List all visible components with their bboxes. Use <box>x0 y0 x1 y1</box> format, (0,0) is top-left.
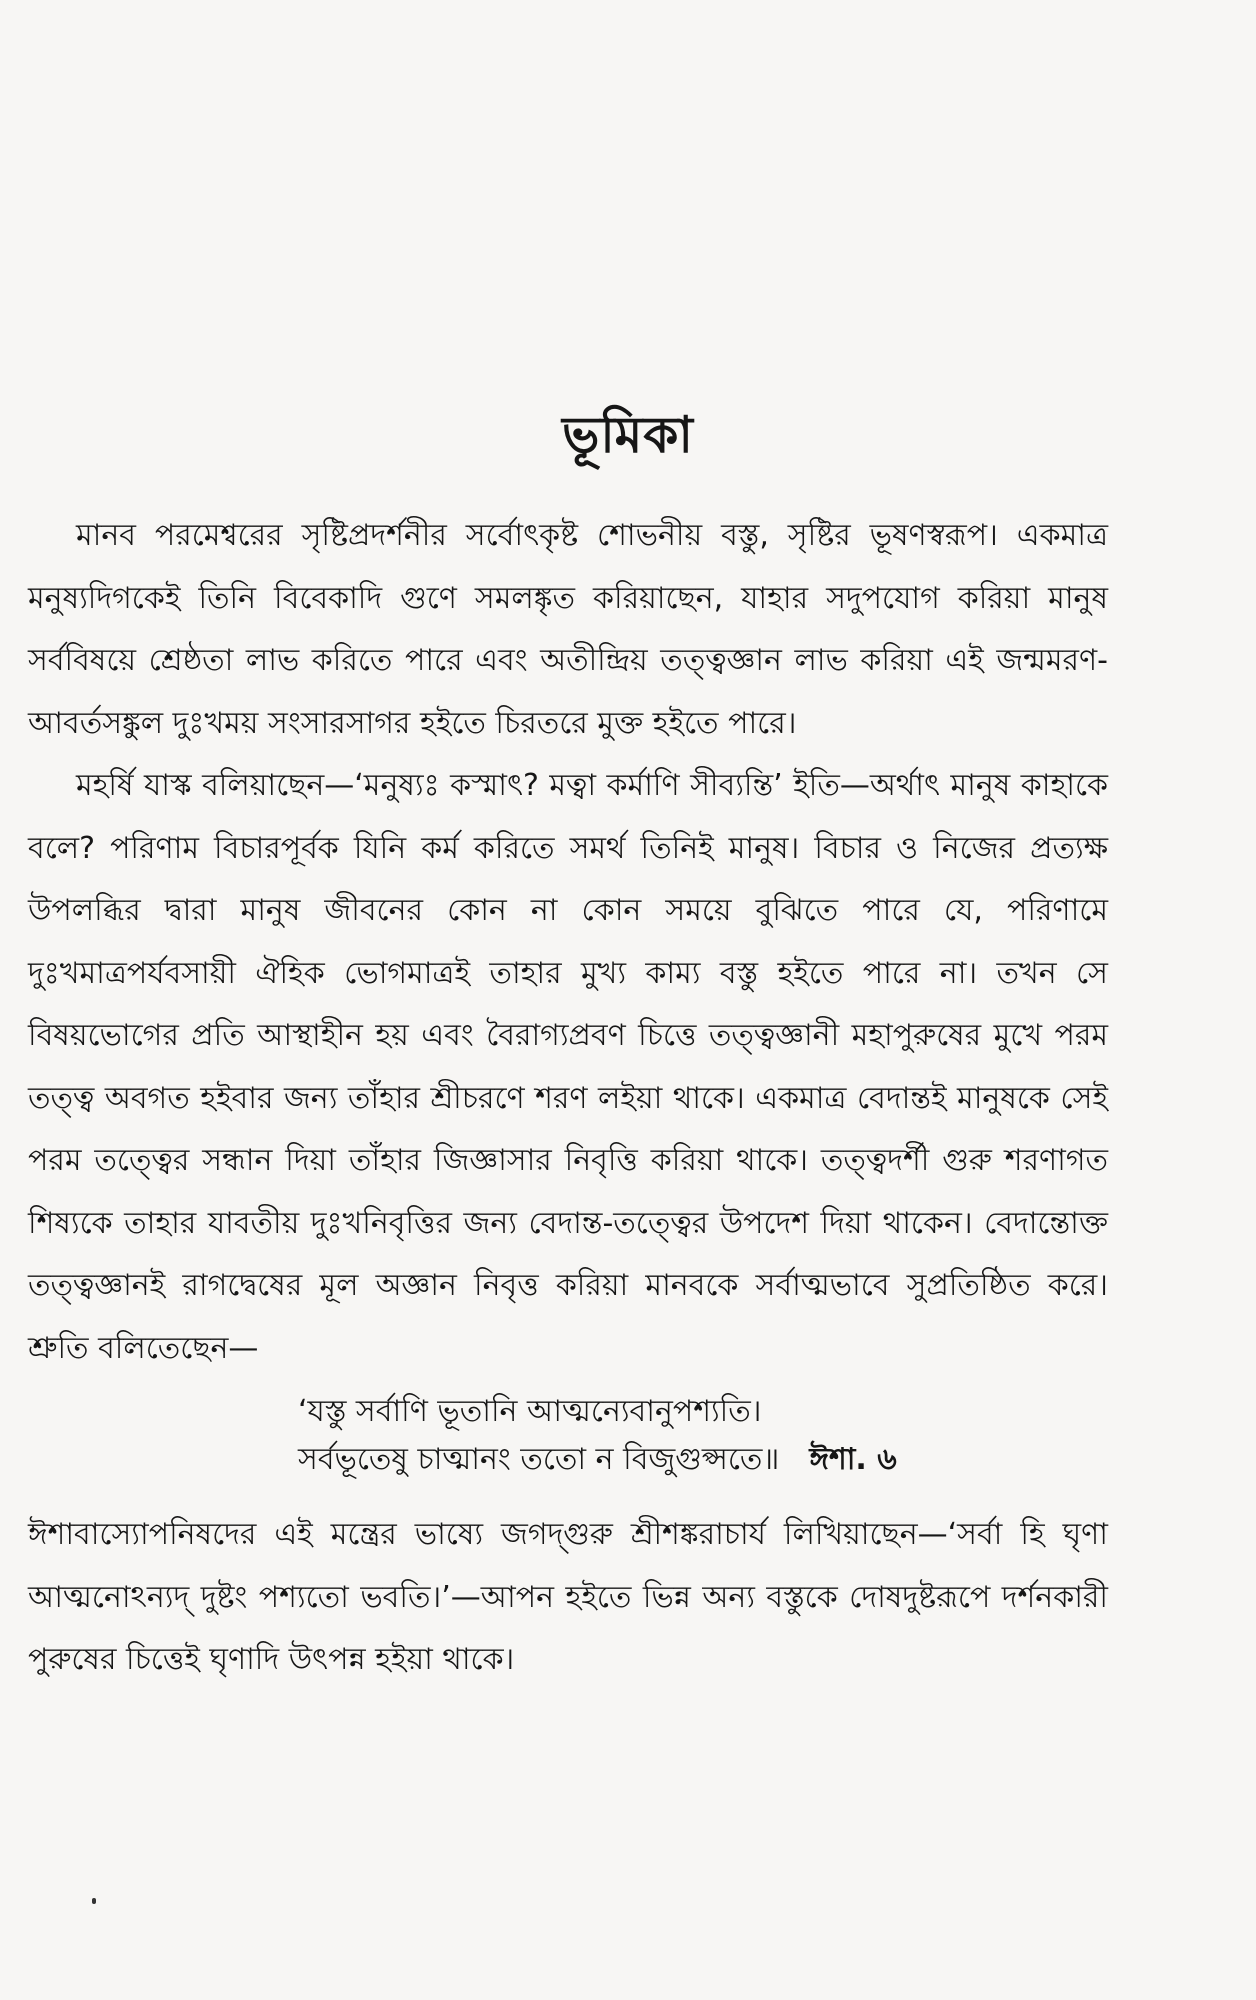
verse-line-2-text: সর্বভূতেষু চাত্মানং ততো ন বিজুগুপ্সতে॥ <box>298 1442 780 1477</box>
verse-block <box>28 1388 1108 1484</box>
body-text <box>28 505 1108 1692</box>
closing-paragraph: ঈশাবাস্যোপনিষদের এই মন্ত্রের ভাষ্যে জগদ্‌গুরু শ্রীশঙ্করাচার্য লিখিয়াছেন—‘সর্বা হি ঘৃণা আত্মনোঽন্যদ্ দুষ্টং পশ্যতো ভবতি।’—আপন হইতে ভিন্ন অন্য বস্তুকে দোষদুষ্টরূপে দর্শনকারী পুরুষের চিত্তেই ঘৃণাদি উৎপন্ন হইয়া থাকে। <box>28 1517 1108 1677</box>
paragraph-2: মহর্ষি যাস্ক বলিয়াছেন—‘মনুষ্যঃ কস্মাৎ? মত্বা কর্মাণি সীব্যন্তি’ ইতি—অর্থাৎ মানুষ কাহাকে বলে? পরিণাম বিচারপূর্বক যিনি কর্ম করিতে সমর্থ তিনিই মানুষ। বিচার ও নিজের প্রত্যক্ষ উপলব্ধির দ্বারা মানুষ জীবনের কোন না কোন সময়ে বুঝিতে পারে যে, পরিণামে দুঃখমাত্রপর্যবসায়ী ঐহিক ভোগমাত্রই তাহার মুখ্য কাম্য বস্তু হইতে পারে না। তখন সে বিষয়ভোগের প্রতি আস্থাহীন হয় এবং বৈরাগ্যপ্রবণ চিত্তে তত্ত্বজ্ঞানী মহাপুরুষের মুখে পরম তত্ত্ব অবগত হইবার জন্য তাঁহার শ্রীচরণে শরণ লইয়া থাকে। একমাত্র বেদান্তই মানুষকে সেই পরম তত্ত্বের সন্ধান দিয়া তাঁহার জিজ্ঞাসার নিবৃত্তি করিয়া থাকে। তত্ত্বদর্শী গুরু শরণাগত শিষ্যকে তাহার যাবতীয় দুঃখনিবৃত্তির জন্য বেদান্ত-তত্ত্বের উপদেশ দিয়া থাকেন। বেদান্তোক্ত তত্ত্বজ্ঞানই রাগদ্বেষের মূল অজ্ঞান নিবৃত্ত করিয়া মানবকে সর্বাত্মভাবে সুপ্রতিষ্ঠিত করে। শ্রুতি বলিতেছেন— <box>28 768 1108 1366</box>
verse-reference: ঈশা. ৬ <box>809 1442 897 1477</box>
verse-line-2 <box>28 1436 1108 1484</box>
page-title: ভূমিকা <box>562 406 694 464</box>
paragraph-1: মানব পরমেশ্বরের সৃষ্টিপ্রদর্শনীর সর্বোৎকৃষ্ট শোভনীয় বস্তু, সৃষ্টির ভূষণস্বরূপ। একমাত্র মনুষ্যদিগকেই তিনি বিবেকাদি গুণে সমলঙ্কৃত করিয়াছেন, যাহার সদুপযোগ করিয়া মানুষ সর্ববিষয়ে শ্রেষ্ঠতা লাভ করিতে পারে এবং অতীন্দ্রিয় তত্ত্বজ্ঞান লাভ করিয়া এই জন্মমরণ-আবর্তসঙ্কুল দুঃখময় সংসারসাগর হইতে চিরতরে মুক্ত হইতে পারে। <box>28 518 1108 741</box>
ink-speck <box>92 1898 96 1904</box>
verse-line-1: ‘যস্তু সর্বাণি ভূতানি আত্মন্যেবানুপশ্যতি। <box>298 1394 762 1429</box>
